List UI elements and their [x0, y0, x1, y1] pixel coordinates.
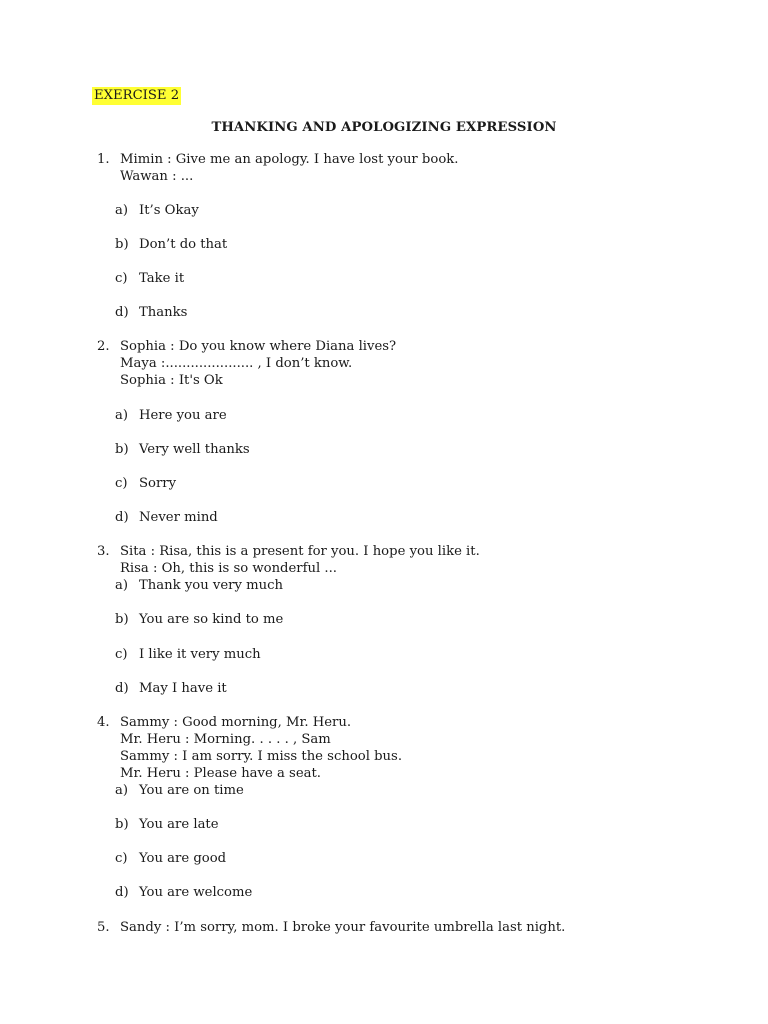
question-line: Mr. Heru : Please have a seat.	[120, 766, 321, 781]
question-number: 3.	[97, 544, 110, 559]
question-line: Sammy : I am sorry. I miss the school bus.	[120, 749, 403, 764]
option-text: I like it very much	[139, 647, 261, 662]
question-line: Maya :..................... , I don’t know.	[120, 356, 353, 371]
question-line: Sophia : Do you know where Diana lives?	[120, 339, 397, 354]
question-line: Wawan : ...	[120, 169, 194, 184]
option-text: Take it	[139, 271, 185, 286]
exercise-label: EXERCISE 2	[94, 88, 180, 103]
question-number: 5.	[97, 920, 110, 935]
option-letter: b)	[115, 612, 129, 627]
option-text: Very well thanks	[139, 442, 250, 457]
option-letter: d)	[115, 681, 129, 696]
option-text: Never mind	[139, 510, 218, 525]
option-letter: c)	[115, 851, 128, 866]
option-text: May I have it	[139, 681, 227, 696]
option-text: Here you are	[139, 408, 227, 423]
question-line: Sammy : Good morning, Mr. Heru.	[120, 715, 352, 730]
option-letter: a)	[115, 783, 129, 798]
option-letter: a)	[115, 578, 129, 593]
question-number: 1.	[97, 152, 110, 167]
question-number: 4.	[97, 715, 110, 730]
option-text: You are late	[139, 817, 219, 832]
question-line: Sophia : It's Ok	[120, 373, 223, 388]
option-letter: a)	[115, 203, 129, 218]
option-text: Thank you very much	[139, 578, 283, 593]
option-letter: a)	[115, 408, 129, 423]
option-letter: c)	[115, 647, 128, 662]
option-letter: d)	[115, 510, 129, 525]
option-letter: d)	[115, 885, 129, 900]
option-text: Thanks	[139, 305, 188, 320]
option-text: You are welcome	[139, 885, 253, 900]
question-line: Sandy : I’m sorry, mom. I broke your favourite umbrella last night.	[120, 920, 566, 935]
option-text: You are on time	[139, 783, 244, 798]
option-letter: c)	[115, 271, 128, 286]
question-line: Mr. Heru : Morning. . . . . , Sam	[120, 732, 331, 747]
question-line: Risa : Oh, this is so wonderful ...	[120, 561, 337, 576]
option-letter: c)	[115, 476, 128, 491]
option-text: Sorry	[139, 476, 177, 491]
option-letter: b)	[115, 237, 129, 252]
option-letter: d)	[115, 305, 129, 320]
option-text: You are good	[139, 851, 227, 866]
option-text: You are so kind to me	[139, 612, 284, 627]
question-line: Sita : Risa, this is a present for you. I hope you like it.	[120, 544, 480, 559]
option-letter: b)	[115, 442, 129, 457]
option-text: Don’t do that	[139, 237, 228, 252]
question-number: 2.	[97, 339, 110, 354]
option-text: It’s Okay	[139, 203, 199, 218]
document-title: THANKING AND APOLOGIZING EXPRESSION	[211, 120, 557, 135]
option-letter: b)	[115, 817, 129, 832]
question-line: Mimin : Give me an apology. I have lost your book.	[120, 152, 459, 167]
